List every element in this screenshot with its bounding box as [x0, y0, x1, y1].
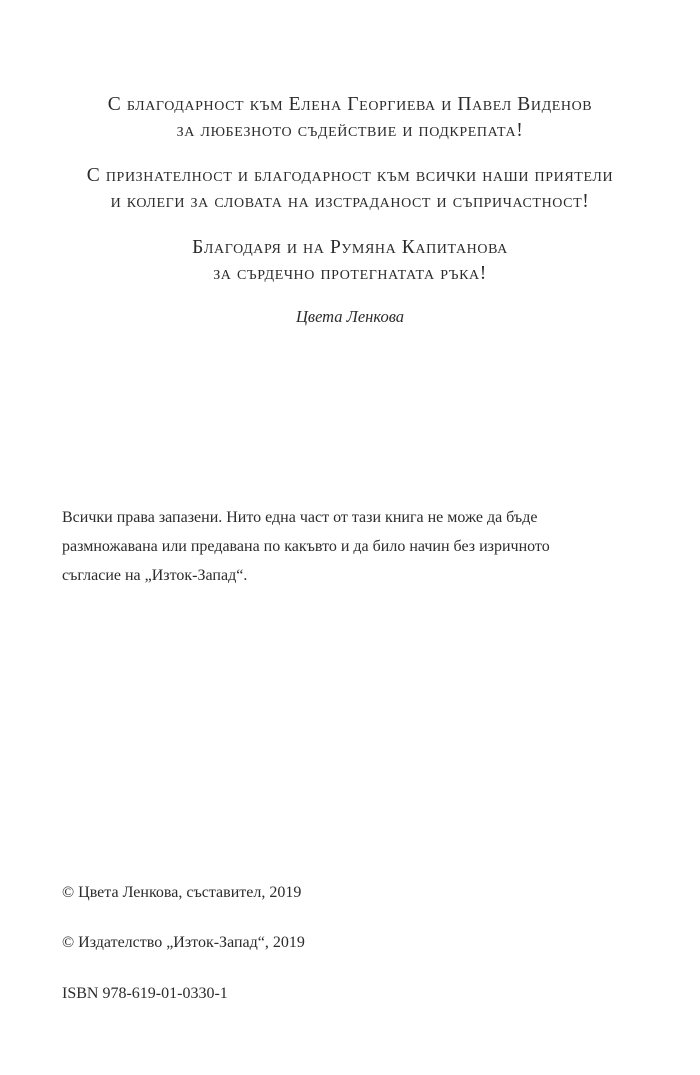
rights-notice-line: Всички права запазени. Нито една част от тази книга не може да бъде: [62, 509, 538, 526]
rights-notice-line: съгласие на „Изток-Запад“.: [62, 567, 248, 584]
signature: Цвета Ленкова: [296, 307, 404, 326]
acknowledgement-line: Благодаря и на Румяна Капитанова: [192, 237, 508, 258]
copyright-publisher: © Издателство „Изток-Запад“, 2019: [62, 934, 305, 951]
acknowledgement-line: С признателност и благодарност към всички наши приятели: [86, 165, 614, 186]
isbn-number: ISBN 978-619-01-0330-1: [62, 985, 228, 1002]
acknowledgement-line: за любезното съдействие и подкрепата!: [176, 120, 524, 141]
acknowledgement-paragraph: [60, 235, 640, 287]
rights-notice: [62, 503, 662, 590]
acknowledgement-line: С благодарност към Елена Георгиева и Павел Виденов: [107, 94, 593, 115]
rights-notice-line: размножавана или предавана по какъвто и да било начин без изричното: [62, 538, 550, 555]
acknowledgement-paragraph: [60, 92, 640, 144]
acknowledgement-paragraph: [60, 163, 640, 215]
acknowledgement-line: и колеги за словата на изстраданост и съпричастност!: [110, 191, 590, 212]
acknowledgement-line: за сърдечно протегнатата ръка!: [213, 263, 487, 284]
copyright-compiler: © Цвета Ленкова, съставител, 2019: [62, 884, 302, 901]
